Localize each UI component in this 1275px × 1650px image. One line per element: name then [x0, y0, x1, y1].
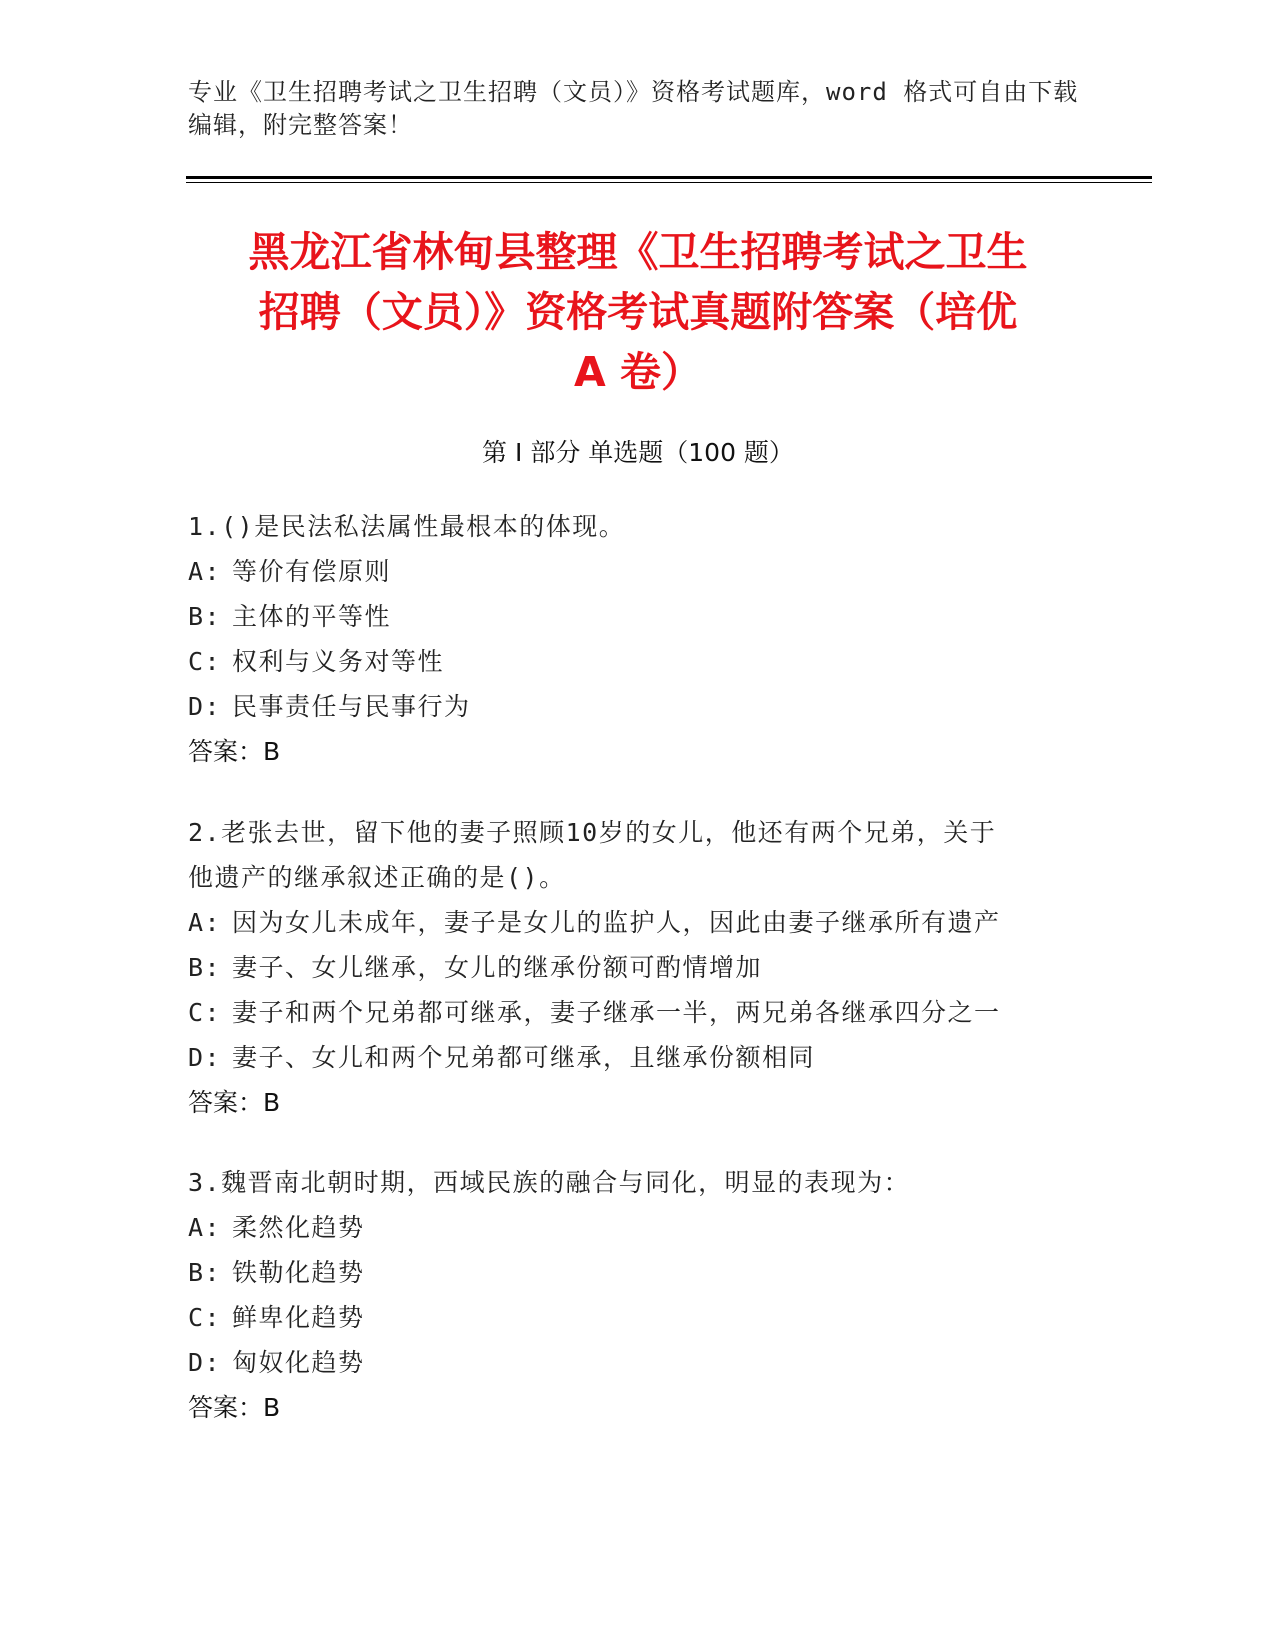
question-option-c: [188, 639, 1088, 684]
option-text: 民事责任与民事行为: [232, 692, 471, 721]
question-stem: 3.魏晋南北朝时期，西域民族的融合与同化，明显的表现为：: [188, 1168, 911, 1197]
header-divider-thin: [186, 182, 1152, 183]
option-letter: A:: [188, 908, 222, 937]
header-note-line-2: 编辑，附完整答案！: [188, 111, 413, 139]
question-answer: 答案：B: [188, 1088, 281, 1117]
option-text: 妻子和两个兄弟都可继承，妻子继承一半，两兄弟各继承四分之一: [232, 998, 1001, 1027]
question-option-b: [188, 1250, 1088, 1295]
question-2: [188, 810, 1088, 1125]
option-letter: C:: [188, 647, 222, 676]
question-stem-line-2: 他遗产的继承叙述正确的是()。: [188, 863, 566, 892]
option-letter: B:: [188, 953, 222, 982]
question-option-d: [188, 1340, 1088, 1385]
document-title: [188, 222, 1088, 402]
option-text: 权利与义务对等性: [232, 647, 445, 676]
option-letter: C:: [188, 1303, 222, 1332]
option-text: 鲜卑化趋势: [232, 1303, 365, 1332]
question-option-d: [188, 684, 1088, 729]
question-option-c: [188, 990, 1088, 1035]
header-note: [188, 76, 1088, 142]
option-letter: D:: [188, 692, 222, 721]
header-note-line-1: 专业《卫生招聘考试之卫生招聘（文员）》资格考试题库，word 格式可自由下载: [188, 78, 1079, 106]
document-title-line-2: 招聘（文员）》资格考试真题附答案（培优: [258, 288, 1018, 336]
option-letter: D:: [188, 1348, 222, 1377]
section-heading: 第 I 部分 单选题（100 题）: [482, 438, 794, 467]
option-text: 妻子、女儿和两个兄弟都可继承，且继承份额相同: [232, 1043, 816, 1072]
option-letter: B:: [188, 602, 222, 631]
document-title-line-3: A 卷）: [573, 348, 702, 396]
question-answer: 答案：B: [188, 737, 281, 766]
document-title-line-1: 黑龙江省林甸县整理《卫生招聘考试之卫生: [248, 228, 1028, 276]
question-stem-line-1: 2.老张去世，留下他的妻子照顾10岁的女儿，他还有两个兄弟，关于: [188, 818, 997, 847]
option-text: 因为女儿未成年，妻子是女儿的监护人，因此由妻子继承所有遗产: [232, 908, 1001, 937]
option-letter: C:: [188, 998, 222, 1027]
option-text: 等价有偿原则: [232, 557, 392, 586]
question-option-b: [188, 594, 1088, 639]
question-stem: 1.()是民法私法属性最根本的体现。: [188, 512, 626, 541]
option-letter: D:: [188, 1043, 222, 1072]
option-text: 柔然化趋势: [232, 1213, 365, 1242]
question-answer: 答案：B: [188, 1393, 281, 1422]
question-option-b: [188, 945, 1088, 990]
question-option-c: [188, 1295, 1088, 1340]
option-text: 主体的平等性: [232, 602, 392, 631]
option-letter: A:: [188, 557, 222, 586]
option-letter: B:: [188, 1258, 222, 1287]
question-1: [188, 504, 1088, 774]
option-letter: A:: [188, 1213, 222, 1242]
question-option-a: [188, 549, 1088, 594]
question-option-d: [188, 1035, 1088, 1080]
question-option-a: [188, 900, 1088, 945]
question-3: [188, 1160, 1088, 1430]
header-divider-thick: [186, 176, 1152, 179]
question-option-a: [188, 1205, 1088, 1250]
option-text: 妻子、女儿继承，女儿的继承份额可酌情增加: [232, 953, 763, 982]
option-text: 铁勒化趋势: [232, 1258, 365, 1287]
option-text: 匈奴化趋势: [232, 1348, 365, 1377]
